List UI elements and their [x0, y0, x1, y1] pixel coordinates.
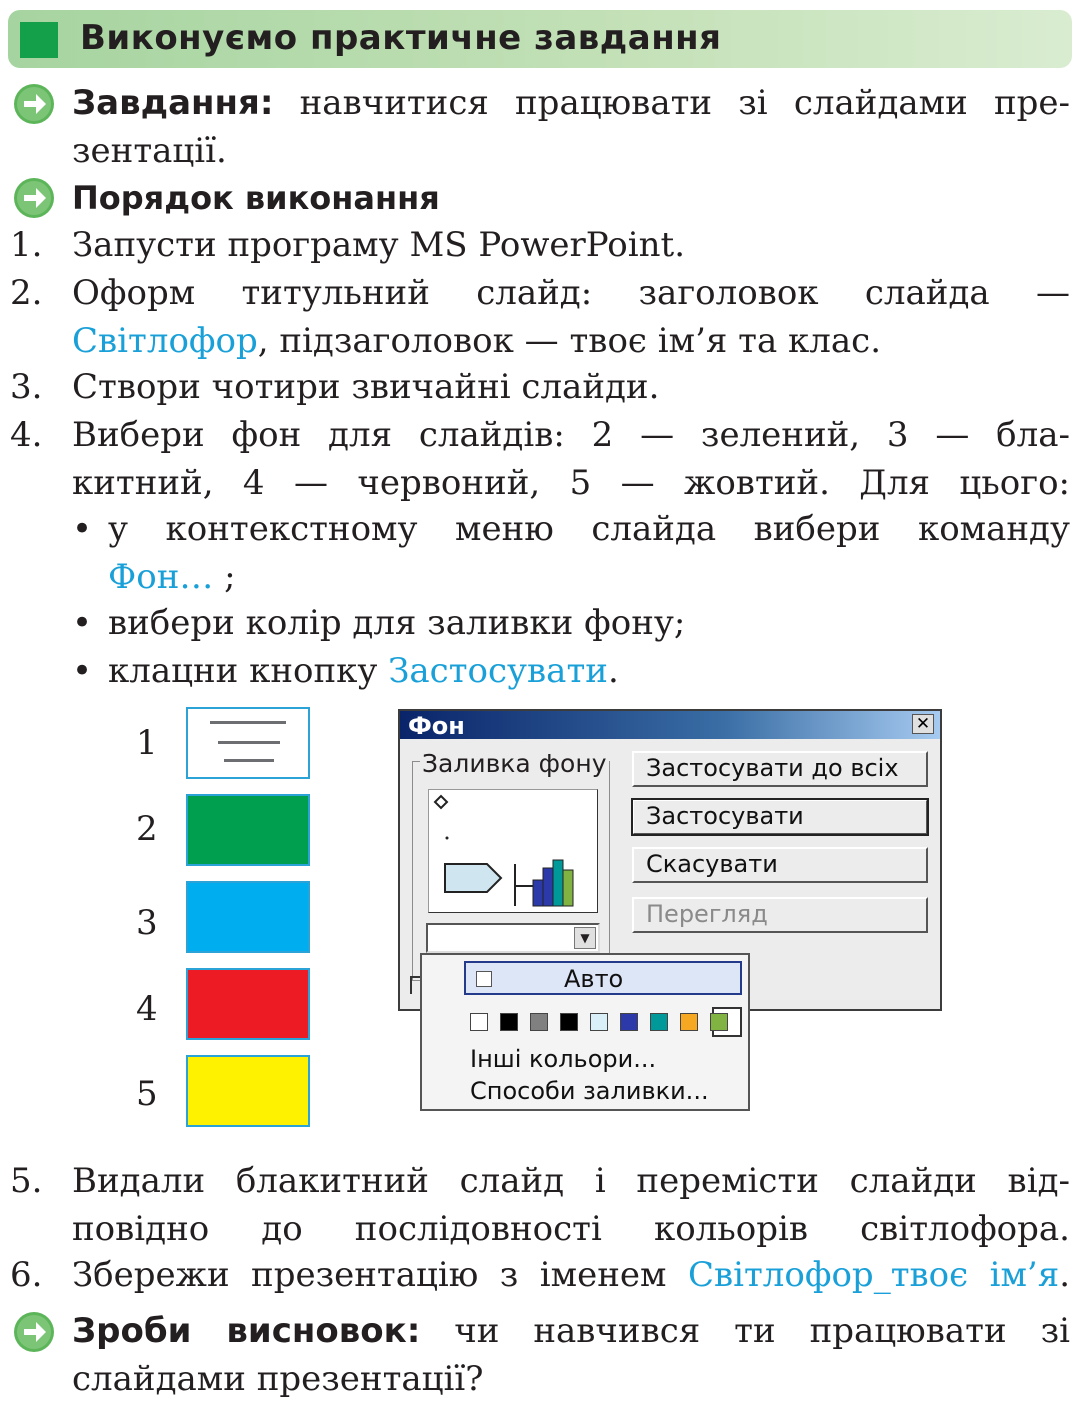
page-title: Виконуємо практичне завдання [80, 18, 722, 58]
bullet-dot: • [72, 651, 93, 691]
dialog-titlebar [400, 711, 940, 739]
title-line [224, 759, 274, 762]
slide-thumbnail [186, 707, 310, 779]
apply-button[interactable]: Застосувати [632, 799, 928, 835]
arrow-right-icon [12, 82, 56, 126]
step-number: 3. [10, 367, 43, 407]
arrow-right-icon [12, 176, 56, 220]
slide-thumbnail [186, 881, 310, 953]
color-swatch[interactable] [710, 1013, 728, 1031]
color-swatch[interactable] [620, 1013, 638, 1031]
title-line [218, 741, 280, 744]
header-banner [8, 10, 1072, 68]
slide-number: 5 [136, 1074, 158, 1114]
background-preview [428, 789, 598, 913]
apply-all-button[interactable]: Застосувати до всіх [632, 751, 928, 787]
slide-number: 3 [136, 903, 158, 943]
task-label: Завдання: [72, 83, 274, 123]
bullet-dot: • [72, 603, 93, 643]
auto-label: Авто [564, 965, 624, 993]
conclusion-line1: Зроби висновок: чи навчився ти працювати зі [72, 1311, 1070, 1351]
step-text-cont: китний, 4 — червоний, 5 — жовтий. Для цього: [72, 463, 1070, 503]
task-line1: Завдання: навчитися працювати зі слайдами пре- [72, 83, 1070, 123]
fill-group-label: Заливка фону [422, 749, 607, 778]
step-number: 6. [10, 1255, 43, 1295]
slide-thumbnail [186, 1055, 310, 1127]
bullet-text: у контекстному меню слайда вибери команду [108, 509, 1070, 549]
highlight-term: Світлофор [72, 321, 258, 361]
chevron-down-icon[interactable]: ▼ [574, 927, 596, 949]
step-number: 1. [10, 225, 43, 265]
preview-button[interactable]: Перегляд [632, 897, 928, 933]
color-swatch[interactable] [530, 1013, 548, 1031]
auto-checkbox [476, 971, 492, 987]
fill-effects-item[interactable]: Способи заливки... [470, 1077, 709, 1105]
bullet-text: вибери колір для заливки фону; [108, 603, 686, 643]
dialog-title: Фон [408, 712, 465, 740]
bullet-dot: • [72, 509, 93, 549]
step-number: 2. [10, 273, 43, 313]
bullet-text: клацни кнопку Застосувати. [108, 651, 619, 691]
slide-number: 2 [136, 809, 158, 849]
color-popup [420, 953, 750, 1111]
step-text: Збережи презентацію з іменем Світлофор_твоє ім’я. [72, 1255, 1070, 1295]
step-number: 5. [10, 1161, 43, 1201]
title-line [210, 721, 286, 724]
color-swatch[interactable] [560, 1013, 578, 1031]
slide-number: 1 [136, 723, 158, 763]
slide-thumbnail [186, 794, 310, 866]
step-text-cont: повідно до послідовності кольорів світлофора. [72, 1209, 1070, 1249]
highlight-term: Застосувати [388, 651, 608, 691]
color-swatch[interactable] [500, 1013, 518, 1031]
slide-thumbnail [186, 968, 310, 1040]
color-combo[interactable] [426, 923, 600, 953]
cancel-button[interactable]: Скасувати [632, 847, 928, 883]
slide-number: 4 [136, 989, 158, 1029]
color-swatch[interactable] [650, 1013, 668, 1031]
more-colors-item[interactable]: Інші кольори... [470, 1045, 657, 1073]
auto-color-option[interactable] [464, 961, 742, 995]
step-text: Запусти програму MS PowerPoint. [72, 225, 686, 265]
step-text-cont: Світлофор, підзаголовок — твоє ім’я та клас. [72, 321, 882, 361]
highlight-term: Фон… [108, 557, 214, 597]
color-swatch[interactable] [470, 1013, 488, 1031]
task-line2: зентації. [72, 131, 227, 171]
color-swatch[interactable] [680, 1013, 698, 1031]
conclusion-line2: слайдами презентації? [72, 1359, 484, 1399]
step-text: Вибери фон для слайдів: 2 — зелений, 3 — бла- [72, 415, 1070, 455]
step-text: Створи чотири звичайні слайди. [72, 367, 660, 407]
conclusion-label: Зроби висновок: [72, 1311, 421, 1351]
step-text: Оформ титульний слайд: заголовок слайда — [72, 273, 1070, 313]
close-icon[interactable]: ✕ [912, 714, 934, 734]
step-number: 4. [10, 415, 43, 455]
bullet-text-cont: Фон… ; [108, 557, 236, 597]
highlight-term: Світлофор_твоє ім’я [687, 1255, 1060, 1295]
banner-square-icon [20, 22, 58, 58]
arrow-right-icon [12, 1310, 56, 1354]
color-swatch[interactable] [590, 1013, 608, 1031]
procedure-title: Порядок виконання [72, 179, 440, 217]
step-text: Видали блакитний слайд і перемісти слайди від- [72, 1161, 1070, 1201]
